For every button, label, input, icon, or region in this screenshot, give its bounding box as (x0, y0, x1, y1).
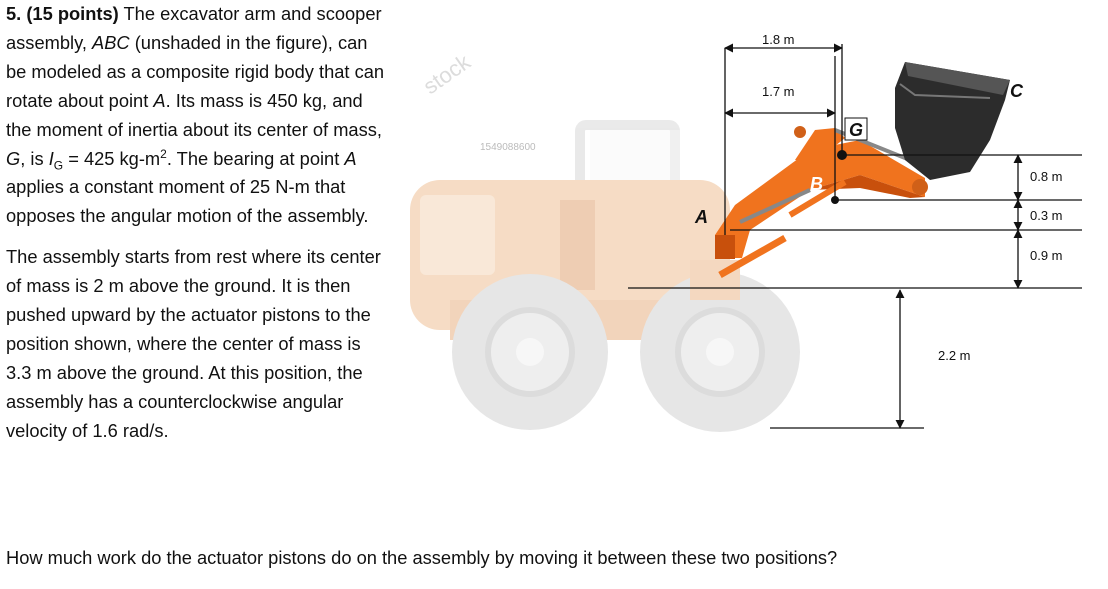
problem-text (6, 0, 391, 446)
problem-number-points: 5. (15 points) (6, 3, 119, 24)
text-run: = 425 kg-m (63, 147, 161, 169)
dim-label-0-3m: 0.3 m (1030, 208, 1063, 223)
problem-paragraph-2: The assembly starts from rest where its center of mass is 2 m above the ground. It is then pushed upward by the actuator pistons to the position shown, where the center of mass is 3.3 m above the ground. At this position, the assembly has a counterclockwise angular velocity of 1.6 rad/s. (6, 246, 381, 441)
text-run: ABC (92, 31, 130, 53)
text-run: A (344, 147, 357, 169)
problem-paragraph-1 (6, 0, 391, 231)
point-B-marker (831, 196, 839, 204)
text-run: A (153, 89, 166, 111)
text-run: . Its mass is 450 kg, and the moment of inertia about its center of mass, (6, 89, 382, 140)
excavator-figure (390, 0, 1108, 540)
dim-label-2-2m: 2.2 m (938, 348, 971, 363)
label-B: B (810, 174, 823, 194)
dim-label-0-9m: 0.9 m (1030, 248, 1063, 263)
text-run: G (6, 147, 21, 169)
text-run: , is (20, 147, 49, 169)
question-text: How much work do the actuator pistons do on the assembly by moving it between these two positions? (6, 547, 838, 568)
label-C: C (1010, 81, 1023, 101)
watermark-id: 1549088600 (480, 142, 536, 153)
text-run: The excavator arm and scooper assembly, (6, 3, 382, 53)
loader-body-ghost (410, 125, 800, 432)
point-G-marker (837, 150, 847, 160)
label-A: A (695, 207, 708, 227)
dim-label-1-8m: 1.8 m (762, 32, 795, 47)
text-run: 2 (160, 146, 167, 161)
dim-label-1-7m: 1.7 m (762, 84, 795, 99)
text-run: applies a constant moment of 25 N-m that opposes the angular motion of the assembly. (6, 176, 369, 227)
text-run: . The bearing at point (166, 147, 345, 169)
bucket (895, 62, 1010, 180)
label-G: G (849, 120, 864, 140)
watermark-brand: stock (418, 49, 475, 100)
text-run: I (48, 147, 54, 169)
text-run: (unshaded in the figure), can be modeled as a composite rigid body that can rotate about point (6, 31, 385, 111)
dim-label-0-8m: 0.8 m (1030, 169, 1063, 184)
text-run: G (53, 158, 64, 173)
